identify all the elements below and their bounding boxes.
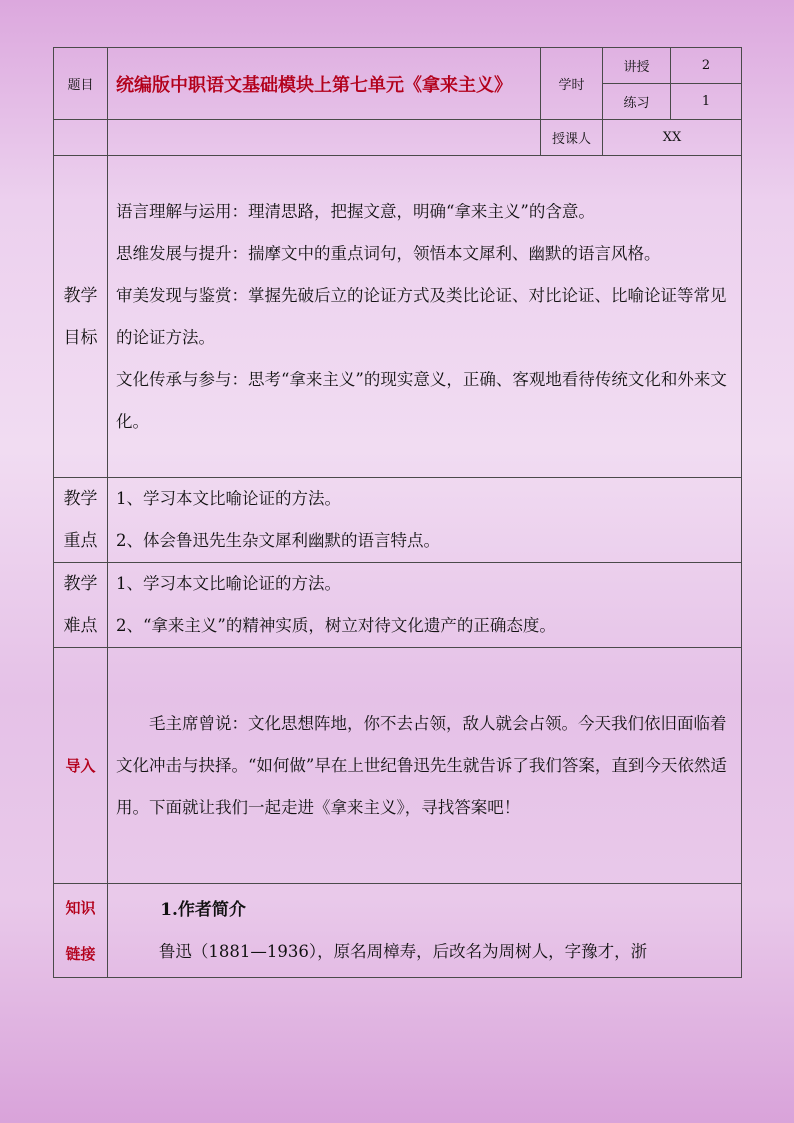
header-row-1 bbox=[54, 48, 742, 84]
objectives-content bbox=[108, 156, 742, 478]
key-point-item: 2、体会鲁迅先生杂文犀利幽默的语言特点。 bbox=[116, 531, 440, 550]
knowledge-label-line1: 知识 bbox=[65, 898, 96, 917]
difficulties-label bbox=[54, 563, 108, 648]
difficulties-label-line2: 难点 bbox=[63, 616, 98, 636]
lesson-title: 统编版中职语文基础模块上第七单元《拿来主义》 bbox=[108, 48, 541, 120]
key-point-item: 1、学习本文比喻论证的方法。 bbox=[116, 489, 341, 508]
topic-label: 题目 bbox=[54, 48, 108, 120]
intro-row bbox=[54, 648, 742, 884]
key-points-label-line2: 重点 bbox=[63, 531, 98, 551]
intro-content bbox=[108, 648, 742, 884]
objective-item: 语言理解与运用：理清思路，把握文意，明确“拿来主义”的含意。 bbox=[116, 201, 595, 221]
difficulties-row bbox=[54, 563, 742, 648]
objectives-label-line1: 教学 bbox=[63, 285, 98, 306]
objectives-label-line2: 目标 bbox=[63, 327, 98, 348]
header-row-3 bbox=[54, 120, 742, 156]
hours-label: 学时 bbox=[541, 48, 603, 120]
empty-cell bbox=[54, 120, 108, 156]
key-points-label-line1: 教学 bbox=[63, 489, 98, 509]
knowledge-label-line2: 链接 bbox=[65, 944, 96, 963]
knowledge-row bbox=[54, 884, 742, 978]
lecture-label: 讲授 bbox=[603, 48, 671, 84]
intro-text: 毛主席曾说：文化思想阵地，你不去占领，敌人就会占领。今天我们依旧面临着文化冲击与抉择。“如何做”早在上世纪鲁迅先生就告诉了我们答案，直到今天依然适用。下面就让我们一起走进《拿来主义》，寻找答案吧！ bbox=[116, 713, 727, 817]
objective-item: 思维发展与提升：揣摩文中的重点词句，领悟本文犀利、幽默的语言风格。 bbox=[116, 243, 661, 263]
objective-item: 审美发现与鉴赏：掌握先破后立的论证方式及类比论证、对比论证、比喻论证等常见的论证方法。 bbox=[116, 285, 727, 347]
objectives-label bbox=[54, 156, 108, 478]
section-title: 1.作者简介 bbox=[160, 899, 246, 920]
author-intro-text: 鲁迅（1881—1936），原名周樟寿，后改名为周树人，字豫才，浙 bbox=[158, 941, 648, 961]
knowledge-content bbox=[108, 884, 742, 978]
key-points-content bbox=[108, 478, 742, 563]
key-points-label bbox=[54, 478, 108, 563]
teacher-value: XX bbox=[603, 120, 742, 156]
lecture-value: 2 bbox=[671, 48, 742, 84]
objectives-row bbox=[54, 156, 742, 478]
intro-label: 导入 bbox=[54, 648, 108, 884]
practice-label: 练习 bbox=[603, 84, 671, 120]
difficulty-item: 2、“拿来主义”的精神实质，树立对待文化遗产的正确态度。 bbox=[116, 616, 556, 635]
difficulty-item: 1、学习本文比喻论证的方法。 bbox=[116, 574, 341, 593]
difficulties-label-line1: 教学 bbox=[63, 574, 98, 594]
objective-item: 文化传承与参与：思考“拿来主义”的现实意义，正确、客观地看待传统文化和外来文化。 bbox=[116, 369, 727, 431]
practice-value: 1 bbox=[671, 84, 742, 120]
lesson-plan-table bbox=[53, 47, 742, 978]
key-points-row bbox=[54, 478, 742, 563]
empty-cell bbox=[108, 120, 541, 156]
difficulties-content bbox=[108, 563, 742, 648]
teacher-label: 授课人 bbox=[541, 120, 603, 156]
knowledge-label bbox=[54, 884, 108, 978]
